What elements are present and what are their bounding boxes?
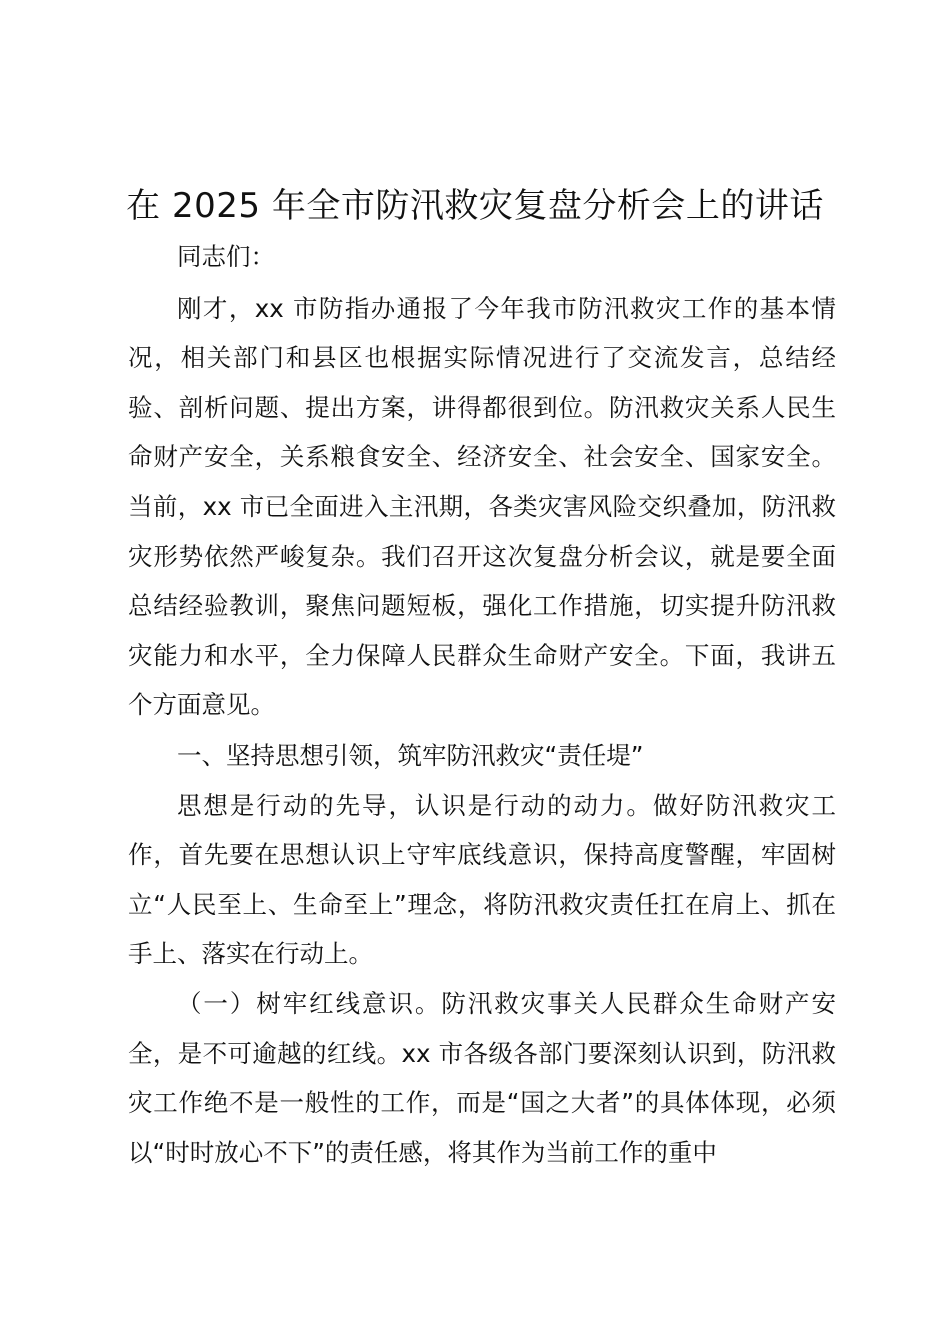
- paragraph-subsection-1: （一）树牢红线意识。防汛救灾事关人民群众生命财产安全，是不可逾越的红线。xx 市各级各部门要深刻认识到，防汛救灾工作绝不是一般性的工作，而是“国之大者”的具体体现，必须以“时时放心不下”的责任感，将其作为当前工作的重中: [128, 988, 836, 1167]
- section-heading-1: 一、坚持思想引领，筑牢防汛救灾“责任堤”: [177, 740, 644, 770]
- document-body: [128, 232, 836, 1177]
- paragraph-section-1: 思想是行动的先导，认识是行动的动力。做好防汛救灾工作，首先要在思想认识上守牢底线意识，保持高度警醒，牢固树立“人民至上、生命至上”理念，将防汛救灾责任扛在肩上、抓在手上、落实在行动上。: [128, 790, 836, 969]
- greeting: 同志们：: [177, 242, 275, 271]
- document-title: 在 2025 年全市防汛救灾复盘分析会上的讲话: [126, 186, 824, 226]
- paragraph-intro: 刚才，xx 市防指办通报了今年我市防汛救灾工作的基本情况，相关部门和县区也根据实际情况进行了交流发言，总结经验、剖析问题、提出方案，讲得都很到位。防汛救灾关系人民生命财产安全，关系粮食安全、经济安全、社会安全、国家安全。当前，xx 市已全面进入主汛期，各类灾害风险交织叠加，防汛救灾形势依然严峻复杂。我们召开这次复盘分析会议，就是要全面总结经验教训，聚焦问题短板，强化工作措施，切实提升防汛救灾能力和水平，全力保障人民群众生命财产安全。下面，我讲五个方面意见。: [128, 293, 836, 720]
